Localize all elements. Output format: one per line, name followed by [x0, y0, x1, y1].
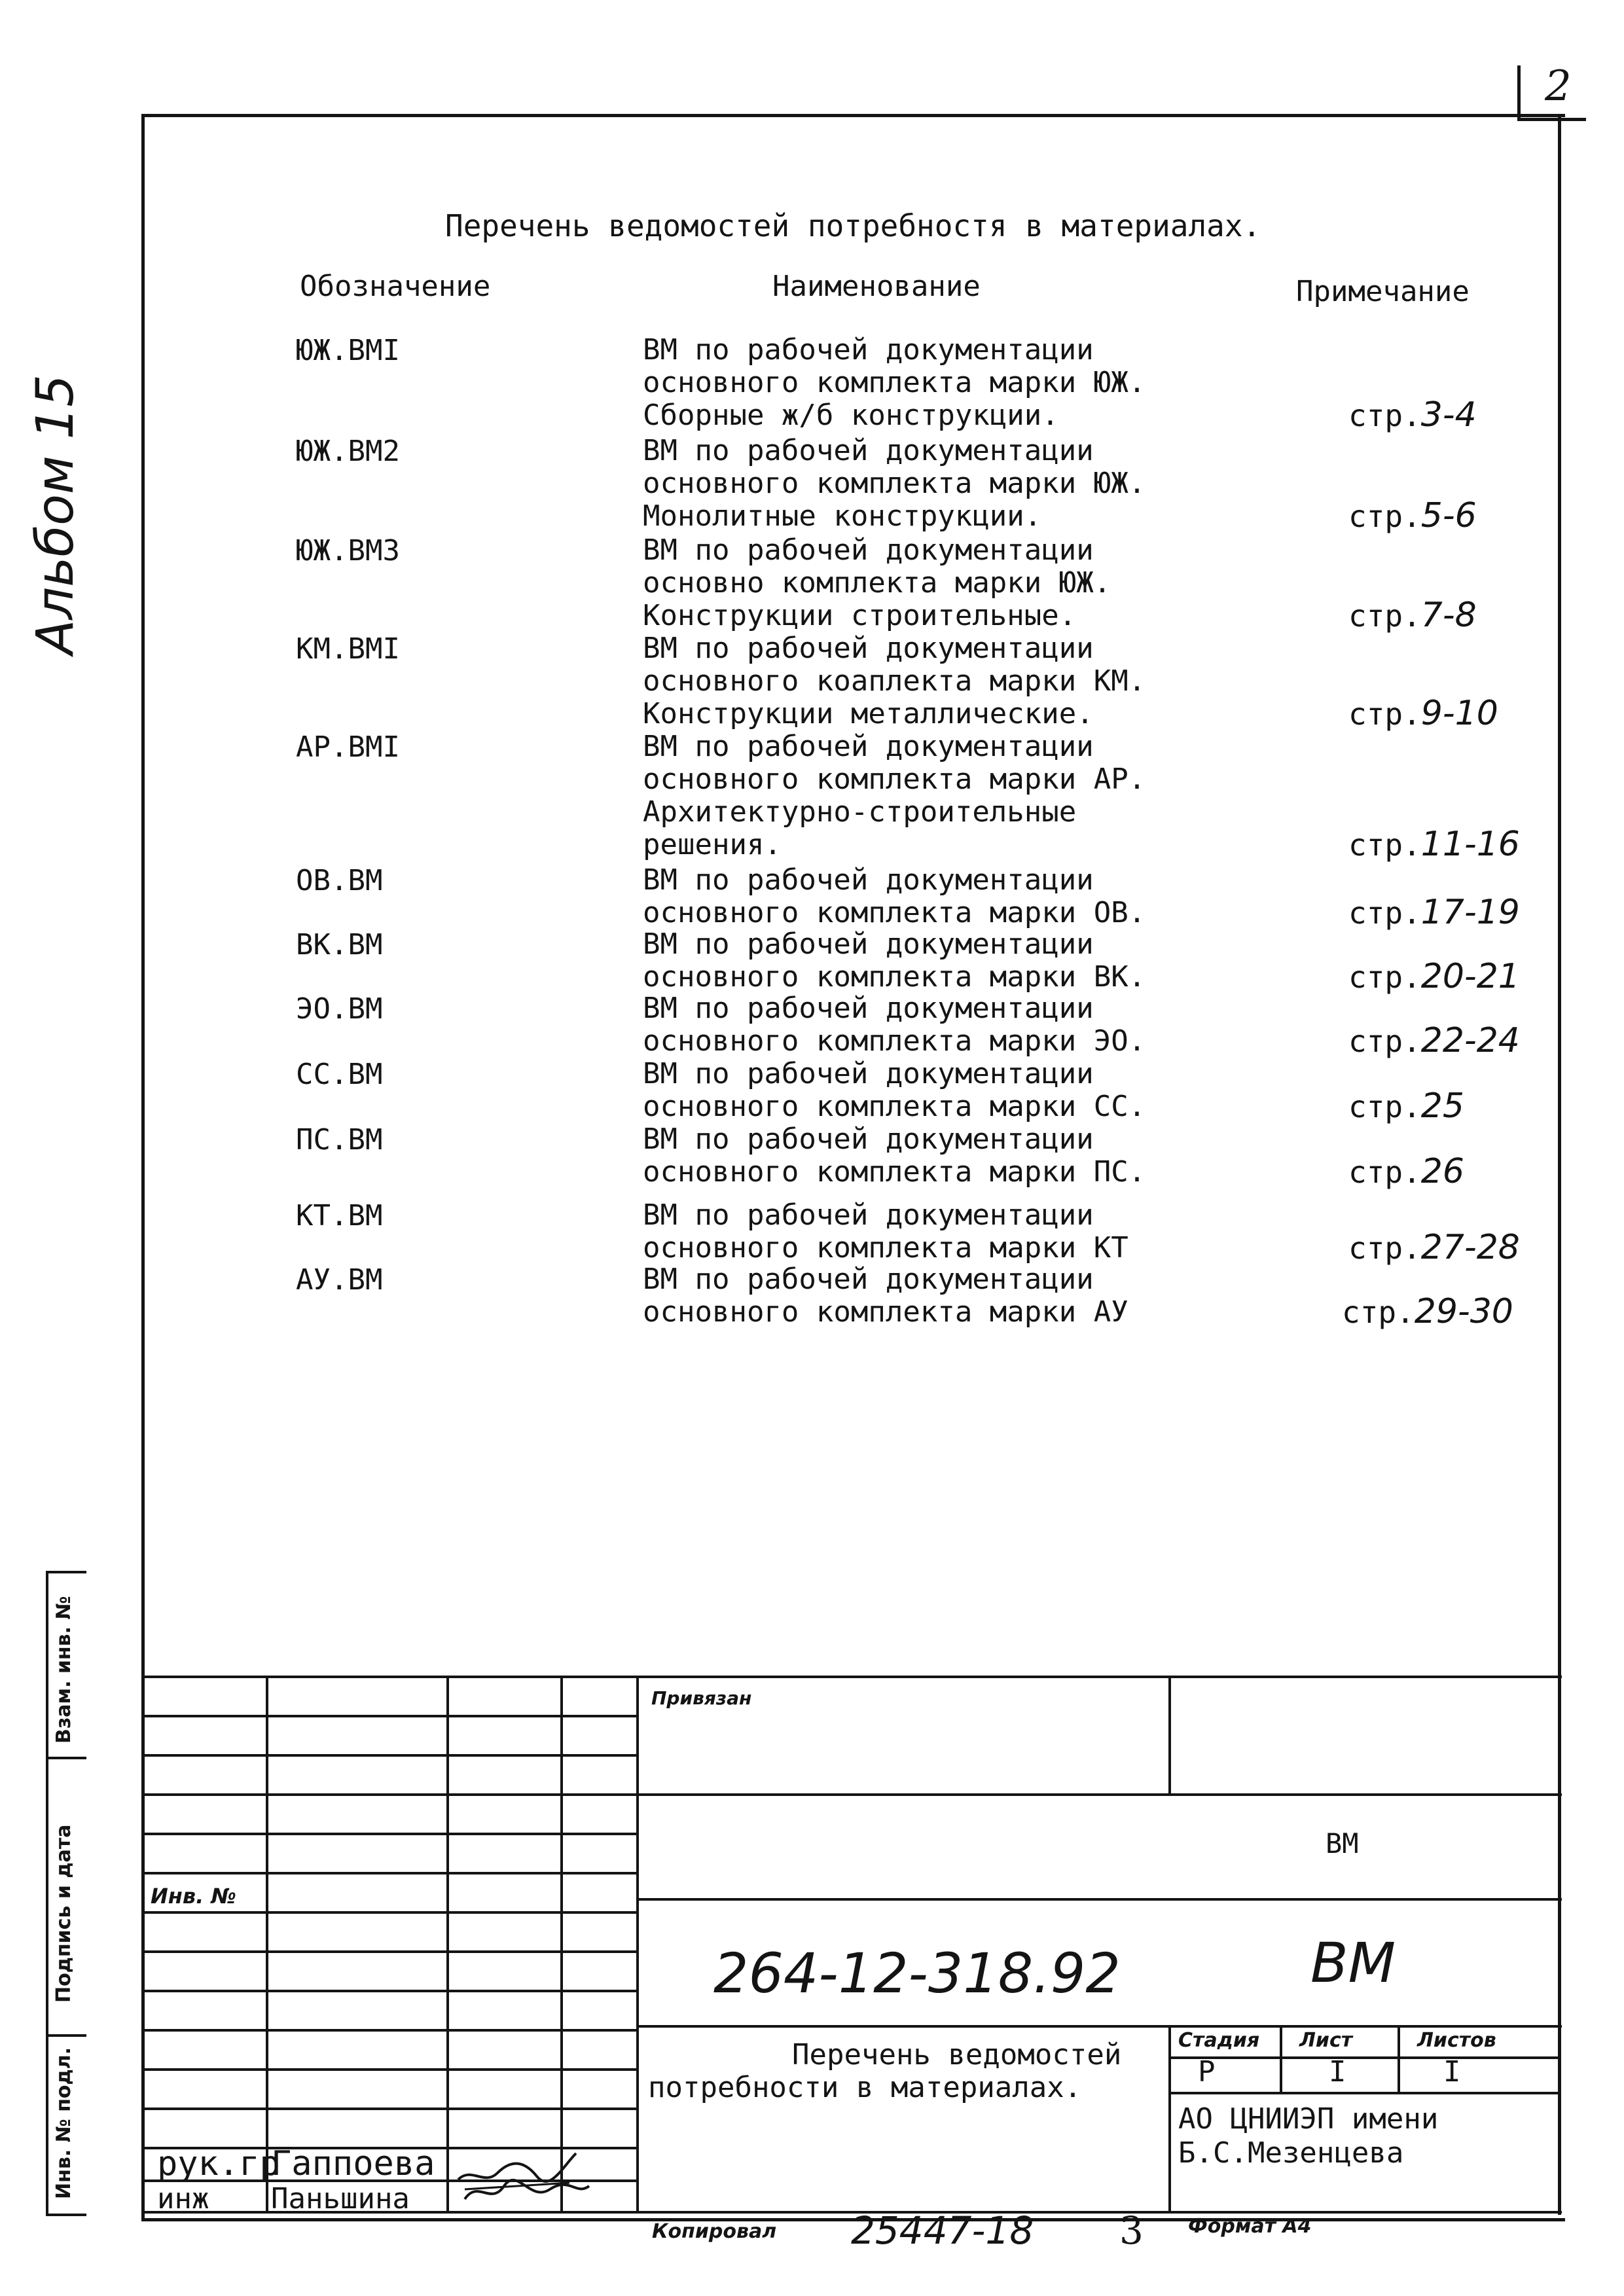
page-range: 25: [1420, 1086, 1464, 1126]
row-name-line: основного комплекта марки ВК.: [643, 960, 1146, 994]
row-name-line: ВМ по рабочей документации: [643, 333, 1094, 367]
row-code: ЭО.ВМ: [296, 992, 383, 1026]
short-mark: ВМ: [1326, 1827, 1359, 1859]
row-page-ref: [1348, 1021, 1520, 1060]
side-stamp-inv-podl-label: Инв. № подл.: [52, 2047, 75, 2199]
column-header-name: Наименование: [772, 270, 981, 303]
row-code: КТ.ВМ: [296, 1199, 383, 1232]
row-code: ВК.ВМ: [296, 928, 383, 961]
page-range: 7-8: [1420, 596, 1477, 635]
page-prefix: стр.: [1342, 1295, 1415, 1330]
page-prefix: стр.: [1348, 827, 1421, 863]
row-name-line: ВМ по рабочей документации: [643, 1198, 1094, 1232]
page-range: 27-28: [1420, 1228, 1520, 1267]
page-range: 5-6: [1420, 496, 1477, 535]
row-name-line: решения.: [643, 828, 782, 861]
organization-line-2: Б.С.Мезенцева: [1178, 2136, 1404, 2170]
sheets-value: I: [1443, 2055, 1461, 2089]
format-label: Формат А4: [1188, 2215, 1312, 2238]
row-name-line: основного комплекта марки ЮЖ.: [643, 467, 1146, 500]
signature-engineer: [452, 2173, 596, 2212]
role-engineer: инж: [157, 2182, 209, 2215]
tb-line: [141, 2108, 639, 2110]
tb-line: [636, 1676, 639, 2211]
row-page-ref: [1348, 596, 1477, 635]
row-name-line: ВМ по рабочей документации: [643, 1263, 1094, 1296]
row-name-line: ВМ по рабочей документации: [643, 863, 1094, 897]
row-name-line: Монолитные конструкции.: [643, 499, 1042, 533]
row-name-line: ВМ по рабочей документации: [643, 632, 1094, 665]
row-name-line: ВМ по рабочей документации: [643, 434, 1094, 467]
column-header-code: Обозначение: [300, 270, 491, 303]
row-name-line: ВМ по рабочей документации: [643, 730, 1094, 763]
page-prefix: стр.: [1348, 499, 1421, 534]
column-header-note: Примечание: [1296, 275, 1470, 308]
row-page-ref: [1348, 1228, 1520, 1267]
page-range: 20-21: [1420, 957, 1520, 996]
row-name-line: Конструкции металлические.: [643, 697, 1094, 730]
row-page-ref: [1348, 825, 1520, 864]
stage-label: Стадия: [1178, 2029, 1260, 2052]
page-prefix: стр.: [1348, 1230, 1421, 1266]
row-name-line: ВМ по рабочей документации: [643, 927, 1094, 961]
row-name-line: основного комплекта марки АР.: [643, 762, 1146, 796]
page-prefix: стр.: [1348, 696, 1421, 732]
sheet-label: Лист: [1299, 2029, 1353, 2052]
row-name-line: основного комплекта марки КТ: [643, 1231, 1128, 1265]
privyazan-label: Привязан: [651, 1687, 752, 1709]
tb-line: [266, 1676, 268, 2212]
copy-number: 25447-18: [851, 2208, 1034, 2253]
person-engineer: Паньшина: [271, 2182, 410, 2215]
row-code: ЮЖ.ВМI: [296, 334, 400, 367]
row-code: СС.ВМ: [296, 1058, 383, 1091]
page-range: 3-4: [1420, 395, 1477, 435]
page-prefix: стр.: [1348, 1024, 1421, 1059]
tb-line: [141, 1833, 639, 1835]
row-page-ref: [1348, 395, 1477, 435]
page-range: 29-30: [1414, 1292, 1513, 1331]
stage-value: Р: [1198, 2055, 1216, 2089]
page-prefix: стр.: [1348, 1155, 1421, 1190]
row-code: КМ.ВМI: [296, 632, 400, 666]
tb-line: [639, 2025, 1562, 2028]
row-name-line: основного комплекта марки ЮЖ.: [643, 366, 1146, 399]
sheet-number: 2: [1545, 62, 1572, 111]
side-stamp-podpis-label: Подпись и дата: [52, 1824, 75, 2003]
sheet-value: I: [1329, 2055, 1346, 2089]
tb-line: [1168, 2056, 1561, 2059]
person-lead: Гаппоева: [271, 2144, 435, 2183]
row-code: ПС.ВМ: [296, 1123, 383, 1157]
sheet-title-line-1: Перечень ведомостей: [792, 2038, 1122, 2072]
tb-line: [1398, 2025, 1400, 2092]
row-page-ref: [1342, 1292, 1513, 1331]
tb-line: [141, 1950, 639, 1953]
role-lead: рук.гр: [157, 2144, 280, 2183]
page-prefix: стр.: [1348, 598, 1421, 634]
tb-line: [1168, 2025, 1171, 2212]
row-name-line: ВМ по рабочей документации: [643, 1057, 1094, 1090]
doc-number: 264-12-318.92: [713, 1941, 1121, 2005]
tb-line: [141, 1754, 639, 1757]
row-name-line: основного комплекта марки ЭО.: [643, 1024, 1146, 1058]
page-range: 9-10: [1420, 694, 1498, 733]
tb-line: [1168, 2092, 1561, 2094]
tb-line: [141, 2029, 639, 2032]
sheets-label: Листов: [1417, 2029, 1496, 2052]
row-name-line: основного комплекта марки ПС.: [643, 1155, 1146, 1189]
page-range: 17-19: [1420, 893, 1520, 932]
doc-mark: ВМ: [1310, 1931, 1396, 1995]
page-range: 26: [1420, 1152, 1464, 1191]
row-name-line: основного коаплекта марки КМ.: [643, 664, 1146, 698]
page-range: 22-24: [1420, 1021, 1520, 1060]
tb-line: [639, 1793, 1562, 1796]
row-page-ref: [1348, 1152, 1464, 1191]
tb-line: [141, 1872, 639, 1874]
row-code: АУ.ВМ: [296, 1263, 383, 1297]
row-code: ОВ.ВМ: [296, 864, 383, 897]
row-name-line: ВМ по рабочей документации: [643, 1122, 1094, 1156]
tb-line: [639, 1898, 1562, 1901]
row-page-ref: [1348, 694, 1498, 733]
document-title: Перечень ведомостей потребностя в материалах.: [445, 208, 1261, 243]
row-name-line: основно комплекта марки ЮЖ.: [643, 566, 1111, 600]
row-name-line: Конструкции строительные.: [643, 599, 1077, 632]
inv-no-label: Инв. №: [151, 1884, 236, 1909]
tb-line: [1168, 1676, 1171, 1793]
page-prefix: стр.: [1348, 398, 1421, 433]
tb-line: [141, 1990, 639, 1992]
tb-line: [560, 1676, 563, 2212]
row-page-ref: [1348, 893, 1520, 932]
tb-line: [1280, 2025, 1282, 2092]
page-prefix: стр.: [1348, 960, 1421, 995]
row-page-ref: [1348, 957, 1520, 996]
side-stamp-vzam-label: Взам. инв. №: [52, 1596, 75, 1744]
row-name-line: ВМ по рабочей документации: [643, 992, 1094, 1025]
tb-line: [141, 1715, 639, 1717]
page-prefix: стр.: [1348, 1089, 1421, 1124]
tb-line: [141, 2068, 639, 2071]
row-name-line: основного комплекта марки АУ: [643, 1295, 1128, 1329]
tb-line: [141, 1911, 639, 1914]
row-name-line: ВМ по рабочей документации: [643, 533, 1094, 567]
row-name-line: Архитектурно-строительные: [643, 795, 1077, 829]
page-range: 11-16: [1420, 825, 1520, 864]
album-label: Альбом 15: [26, 374, 85, 655]
row-code: ЮЖ.ВМ2: [296, 435, 400, 468]
row-page-ref: [1348, 496, 1477, 535]
row-name-line: Сборные ж/б конструкции.: [643, 399, 1059, 432]
row-code: АР.ВМI: [296, 730, 400, 764]
row-code: ЮЖ.ВМ3: [296, 534, 400, 567]
tb-line: [141, 1793, 639, 1796]
row-page-ref: [1348, 1086, 1464, 1126]
page-prefix: стр.: [1348, 895, 1421, 931]
row-name-line: основного комплекта марки ОВ.: [643, 896, 1146, 929]
organization-line-1: АО ЦНИИЭП имени: [1178, 2102, 1439, 2136]
copy-sheet: 3: [1119, 2208, 1144, 2253]
tb-line: [141, 1676, 1562, 1678]
tb-line: [446, 1676, 449, 2212]
copied-label: Копировал: [652, 2220, 777, 2243]
row-name-line: основного комплекта марки СС.: [643, 1090, 1146, 1123]
sheet-title-line-2: потребности в материалах.: [648, 2071, 1082, 2104]
